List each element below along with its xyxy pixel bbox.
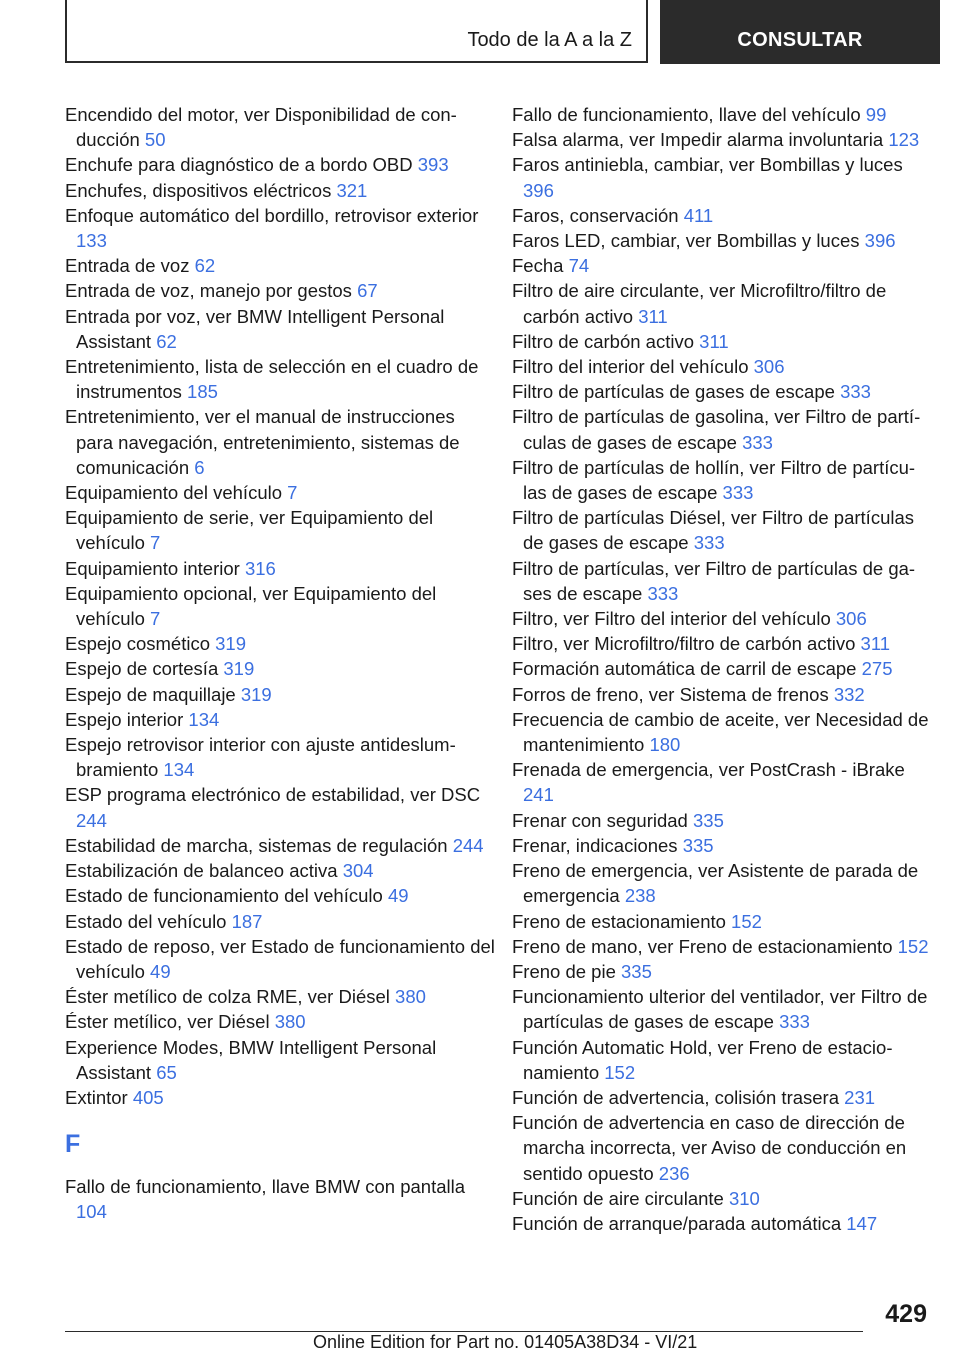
index-entry bbox=[65, 934, 495, 984]
index-entry bbox=[512, 1211, 930, 1236]
index-entry-text: Entrada de voz, manejo por gestos bbox=[65, 280, 352, 302]
index-entry bbox=[65, 505, 495, 555]
index-entry bbox=[512, 1035, 930, 1085]
index-entry-text: Faros antiniebla, cambiar, ver Bombillas y luces bbox=[512, 154, 903, 176]
page-link[interactable]: 396 bbox=[864, 230, 896, 252]
index-entry bbox=[65, 707, 495, 732]
index-entry-text: Entrada de voz bbox=[65, 255, 190, 277]
index-list-f bbox=[65, 1174, 495, 1224]
index-entry bbox=[512, 606, 930, 631]
page-link[interactable]: 380 bbox=[274, 1011, 306, 1033]
page-link[interactable]: 335 bbox=[682, 834, 714, 856]
index-entry-text: Éster metílico de colza RME, ver Diésel bbox=[65, 986, 390, 1008]
page-link[interactable]: 244 bbox=[452, 834, 484, 856]
index-entry-text: Extintor bbox=[65, 1086, 128, 1108]
page-link[interactable]: 306 bbox=[753, 356, 785, 378]
index-entry bbox=[65, 984, 495, 1009]
page-link[interactable]: 311 bbox=[860, 633, 891, 655]
index-entry bbox=[512, 203, 930, 228]
page-link[interactable]: 152 bbox=[897, 935, 929, 957]
index-entry-text: Espejo interior bbox=[65, 708, 184, 730]
page-link[interactable]: 332 bbox=[833, 683, 865, 705]
page-link[interactable]: 333 bbox=[840, 381, 871, 403]
index-entry bbox=[512, 253, 930, 278]
page-link[interactable]: 241 bbox=[523, 784, 554, 806]
index-entry-text: Enfoque automático del bordillo, retrovisor exterior bbox=[65, 204, 479, 226]
index-entry-text: Frenar con seguridad bbox=[512, 809, 688, 831]
index-entry-text: Estado del vehículo bbox=[65, 910, 227, 932]
index-entry bbox=[65, 404, 495, 480]
index-entry-text: Fallo de funcionamiento, llave del vehículo bbox=[512, 104, 861, 125]
index-entry-text: Entrada por voz, ver BMW Intelligent Personal Assistant bbox=[65, 305, 445, 352]
index-entry-text: Espejo retrovisor interior con ajuste antideslumbramiento bbox=[65, 734, 456, 781]
index-entry-text: Forros de freno, ver Sistema de frenos bbox=[512, 683, 829, 705]
index-entry-text: Espejo cosmético bbox=[65, 633, 210, 655]
index-entry-text: Filtro de carbón activo bbox=[512, 330, 695, 352]
index-entry bbox=[512, 228, 930, 253]
index-entry-text: Experience Modes, BMW Intelligent Personal Assistant bbox=[65, 1036, 437, 1083]
index-entry-text: Freno de mano, ver Freno de estacionamiento bbox=[512, 935, 893, 957]
index-entry-text: Frenar, indicaciones bbox=[512, 834, 678, 856]
index-entry bbox=[65, 304, 495, 354]
page-link[interactable]: 133 bbox=[76, 230, 107, 252]
index-entry bbox=[65, 782, 495, 832]
index-entry bbox=[512, 1085, 930, 1110]
index-tab-label: Todo de la A a la Z bbox=[467, 29, 632, 51]
page-link[interactable]: 319 bbox=[215, 633, 246, 655]
index-entry bbox=[512, 1186, 930, 1211]
index-entry-text: Equipamiento interior bbox=[65, 557, 240, 579]
index-entry-text: Falsa alarma, ver Impedir alarma involuntaria bbox=[512, 129, 884, 151]
index-entry bbox=[65, 1009, 495, 1034]
index-entry bbox=[65, 1035, 495, 1085]
index-entry-text: Filtro de partículas de gasolina, ver Filtro de partículas de gases de escape bbox=[512, 406, 921, 453]
index-entry-text: Freno de estacionamiento bbox=[512, 910, 726, 932]
index-entry-text: Filtro de partículas, ver Filtro de partículas de gases de escape bbox=[512, 557, 916, 604]
index-entry-text: Funcionamiento ulterior del ventilador, ver Filtro de partículas de gases de escape bbox=[512, 986, 928, 1033]
index-entry-text: Filtro de partículas de hollín, ver Filtro de partículas de gases de escape bbox=[512, 456, 916, 504]
index-entry-text: Función de arranque/parada automática bbox=[512, 1212, 842, 1234]
page-link[interactable]: 65 bbox=[156, 1061, 177, 1083]
index-entry bbox=[65, 480, 495, 505]
index-entry bbox=[512, 354, 930, 379]
index-entry-text: Función Automatic Hold, ver Freno de estacionamiento bbox=[512, 1036, 893, 1083]
index-entry bbox=[512, 329, 930, 354]
index-entry bbox=[65, 732, 495, 782]
index-entry bbox=[65, 1085, 495, 1110]
index-entry-text: Filtro, ver Filtro del interior del vehículo bbox=[512, 608, 831, 630]
page-link[interactable]: 311 bbox=[699, 330, 729, 352]
page-link[interactable]: 147 bbox=[846, 1212, 878, 1234]
index-entry bbox=[512, 858, 930, 908]
index-entry bbox=[65, 253, 495, 278]
page-link[interactable]: 62 bbox=[194, 255, 216, 277]
index-entry-text: Filtro de partículas Diésel, ver Filtro de partículas de gases de escape bbox=[512, 507, 915, 554]
index-entry-text: Frenada de emergencia, ver PostCrash - iBrake bbox=[512, 759, 905, 781]
index-entry bbox=[65, 178, 495, 203]
index-entry-text: Estabilidad de marcha, sistemas de regulación bbox=[65, 834, 448, 856]
page-link[interactable]: 49 bbox=[150, 960, 171, 982]
index-entry-text: Espejo de maquillaje bbox=[65, 683, 236, 705]
page-link[interactable]: 333 bbox=[779, 1011, 810, 1033]
index-entry-text: Fallo de funcionamiento, llave BMW con pantalla bbox=[65, 1176, 466, 1198]
page-link[interactable]: 7 bbox=[287, 482, 298, 504]
page-link[interactable]: 67 bbox=[357, 280, 378, 302]
page-link[interactable]: 7 bbox=[150, 608, 161, 630]
index-entry bbox=[512, 682, 930, 707]
page-link[interactable]: 333 bbox=[693, 532, 725, 554]
consult-tab[interactable] bbox=[660, 0, 940, 64]
page-link[interactable]: 316 bbox=[244, 557, 276, 579]
consult-tab-label: CONSULTAR bbox=[737, 29, 863, 51]
page-link[interactable]: 104 bbox=[76, 1201, 107, 1223]
page-link[interactable]: 275 bbox=[861, 658, 893, 680]
index-entry-text: Entretenimiento, lista de selección en el cuadro de instrumentos bbox=[65, 356, 479, 403]
index-entry bbox=[512, 455, 930, 505]
index-entry bbox=[512, 909, 930, 934]
page-link[interactable]: 231 bbox=[844, 1086, 876, 1108]
index-entry-text: Freno de emergencia, ver Asistente de parada de emergencia bbox=[512, 860, 919, 907]
index-entry bbox=[65, 858, 495, 883]
index-entry bbox=[512, 808, 930, 833]
index-entry-text: Éster metílico, ver Diésel bbox=[65, 1011, 270, 1033]
footer-edition: Online Edition for Part no. 01405A38D34 - VI/21 bbox=[313, 1332, 698, 1352]
index-entry bbox=[512, 631, 930, 656]
index-entry-text: Formación automática de carril de escape bbox=[512, 658, 857, 680]
page-link[interactable]: 50 bbox=[144, 129, 166, 151]
page-link[interactable]: 6 bbox=[194, 456, 205, 478]
page-link[interactable]: 304 bbox=[342, 860, 374, 882]
page-number: 429 bbox=[885, 1300, 927, 1328]
section-letter: F bbox=[65, 1130, 81, 1159]
page-link[interactable]: 62 bbox=[156, 330, 177, 352]
index-entry bbox=[65, 581, 495, 631]
index-entry-text: Filtro, ver Microfiltro/filtro de carbón activo bbox=[512, 633, 856, 655]
index-entry-text: Freno de pie bbox=[512, 960, 616, 982]
index-entry-text: Filtro de aire circulante, ver Microfiltro/filtro de carbón activo bbox=[512, 280, 887, 327]
index-entry-text: Función de advertencia en caso de dirección de marcha incorrecta, ver Aviso de conducción en sentido opuesto bbox=[512, 1112, 907, 1184]
index-entry-text: Equipamiento del vehículo bbox=[65, 482, 283, 504]
page-link[interactable]: 49 bbox=[387, 885, 409, 907]
index-entry-text: Frecuencia de cambio de aceite, ver Necesidad de mantenimiento bbox=[512, 708, 929, 756]
page-link[interactable]: 319 bbox=[223, 658, 255, 680]
index-column-left bbox=[65, 102, 495, 1225]
index-entry-text: Función de aire circulante bbox=[512, 1187, 724, 1209]
index-entry-text: Fecha bbox=[512, 255, 564, 277]
page-link[interactable]: 319 bbox=[240, 683, 272, 705]
page-link[interactable]: 311 bbox=[638, 305, 668, 327]
index-column-right bbox=[512, 102, 930, 1236]
index-entry bbox=[512, 934, 930, 959]
page-link[interactable]: 99 bbox=[865, 104, 887, 125]
page-link[interactable]: 333 bbox=[722, 482, 754, 504]
page-link[interactable]: 180 bbox=[649, 734, 681, 756]
index-entry bbox=[65, 883, 495, 908]
index-entry bbox=[512, 152, 930, 202]
index-list-e bbox=[65, 102, 495, 1110]
index-entry bbox=[512, 959, 930, 984]
index-entry bbox=[512, 127, 930, 152]
index-entry bbox=[512, 102, 930, 127]
index-entry bbox=[512, 556, 930, 606]
index-entry bbox=[512, 404, 930, 454]
index-entry-text: Equipamiento de serie, ver Equipamiento del vehículo bbox=[65, 507, 434, 554]
index-entry-text: Enchufe para diagnóstico de a bordo OBD bbox=[65, 154, 413, 176]
index-entry bbox=[65, 833, 495, 858]
index-tab[interactable] bbox=[65, 0, 648, 63]
index-entry bbox=[65, 656, 495, 681]
index-entry bbox=[512, 757, 930, 807]
index-entry bbox=[65, 909, 495, 934]
page-link[interactable]: 321 bbox=[336, 179, 368, 201]
page-link[interactable]: 74 bbox=[568, 255, 590, 277]
index-entry-text: ESP programa electrónico de estabilidad, ver DSC bbox=[65, 784, 481, 806]
index-entry bbox=[65, 556, 495, 581]
index-entry-text: Filtro del interior del vehículo bbox=[512, 356, 749, 378]
index-entry-text: Entretenimiento, ver el manual de instrucciones para navegación, entretenimiento, sistemas de comunicación bbox=[65, 406, 460, 478]
page-link[interactable]: 310 bbox=[728, 1187, 760, 1209]
page-link[interactable]: 134 bbox=[163, 759, 195, 781]
index-entry bbox=[65, 102, 495, 152]
index-entry bbox=[512, 278, 930, 328]
index-entry bbox=[512, 379, 930, 404]
index-entry bbox=[512, 707, 930, 757]
index-entry bbox=[512, 833, 930, 858]
index-entry-text: Estabilización de balanceo activa bbox=[65, 860, 338, 882]
page-link[interactable]: 335 bbox=[693, 809, 724, 831]
index-entry-text: Enchufes, dispositivos eléctricos bbox=[65, 179, 332, 201]
page-link[interactable]: 134 bbox=[188, 708, 220, 730]
index-entry bbox=[65, 354, 495, 404]
index-entry-text: Encendido del motor, ver Disponibilidad de conducción bbox=[65, 104, 457, 151]
page-link[interactable]: 238 bbox=[624, 885, 656, 907]
page-link[interactable]: 236 bbox=[658, 1162, 690, 1184]
page-link[interactable]: 306 bbox=[835, 608, 867, 630]
index-entry-text: Función de advertencia, colisión trasera bbox=[512, 1086, 840, 1108]
index-entry bbox=[65, 278, 495, 303]
page-link[interactable]: 396 bbox=[523, 179, 554, 201]
page-link[interactable]: 244 bbox=[76, 809, 107, 831]
page-link[interactable]: 123 bbox=[888, 129, 920, 151]
index-entry bbox=[512, 656, 930, 681]
index-entry-text: Equipamiento opcional, ver Equipamiento del vehículo bbox=[65, 582, 437, 630]
index-entry-text: Estado de reposo, ver Estado de funcionamiento del vehículo bbox=[65, 935, 495, 982]
page-link[interactable]: 152 bbox=[731, 910, 762, 932]
index-entry bbox=[65, 152, 495, 177]
page-link[interactable]: 7 bbox=[150, 532, 161, 554]
index-entry bbox=[65, 1174, 495, 1224]
index-entry bbox=[512, 505, 930, 555]
page-link[interactable]: 185 bbox=[187, 381, 218, 403]
index-list-f-continued bbox=[512, 102, 930, 1236]
index-entry-text: Espejo de cortesía bbox=[65, 658, 219, 680]
page-link[interactable]: 333 bbox=[647, 582, 679, 604]
index-entry bbox=[512, 984, 930, 1034]
index-entry-text: Faros LED, cambiar, ver Bombillas y luces bbox=[512, 230, 860, 252]
index-entry bbox=[65, 682, 495, 707]
page-link[interactable]: 380 bbox=[395, 986, 426, 1008]
index-entry-text: Estado de funcionamiento del vehículo bbox=[65, 885, 383, 907]
page-link[interactable]: 411 bbox=[683, 204, 714, 226]
page-link[interactable]: 152 bbox=[604, 1061, 636, 1083]
index-entry bbox=[65, 631, 495, 656]
page-link[interactable]: 393 bbox=[417, 154, 449, 176]
page-link[interactable]: 405 bbox=[132, 1086, 164, 1108]
index-entry bbox=[512, 1110, 930, 1186]
index-entry-text: Filtro de partículas de gases de escape bbox=[512, 381, 835, 403]
page-link[interactable]: 187 bbox=[231, 910, 263, 932]
index-entry-text: Faros, conservación bbox=[512, 204, 679, 226]
index-entry bbox=[65, 203, 495, 253]
page-link[interactable]: 335 bbox=[621, 960, 652, 982]
page-link[interactable]: 333 bbox=[742, 431, 773, 453]
